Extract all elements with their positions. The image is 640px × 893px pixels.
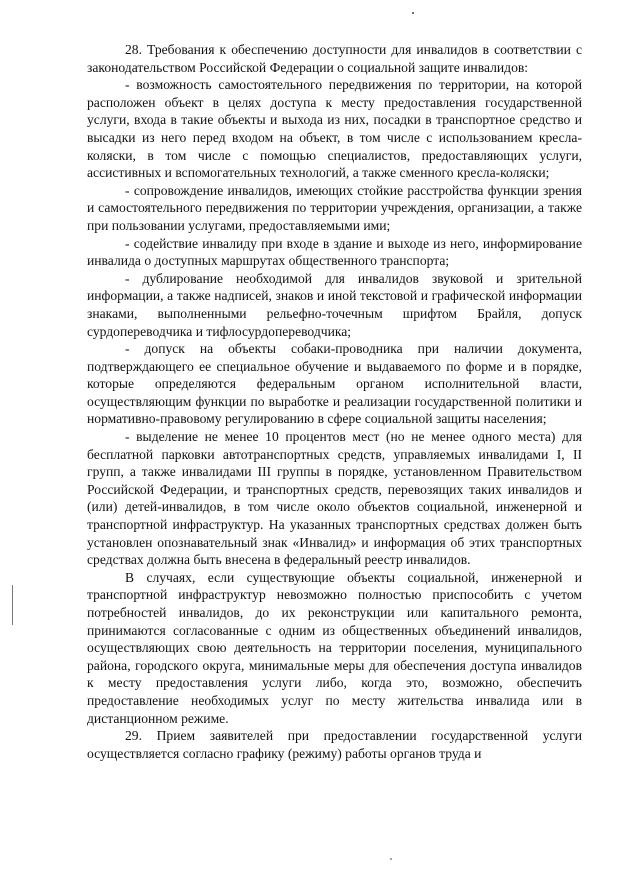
paragraph-28-intro: 28. Требования к обеспечению доступности для инвалидов в соответствии с законодательством Российской Федерации о социальной защите инвалидов: [87,42,582,75]
paragraph-entry-assistance: - содействие инвалиду при входе в здание и выходе из него, информирование инвалида о доступных маршрутах общественного транспорта; [87,235,582,269]
paragraph-29-reception: 29. Прием заявителей при предоставлении государственной услуги осуществляется согласно графику (режиму) работы органов труда и [87,728,582,761]
scan-speck [390,858,392,860]
paragraph-parking: - выделение не менее 10 процентов мест (но не менее одного места) для бесплатной парковки автотранспортных средств, управляемых инвалидами I, II групп, а также инвалидами III группы в порядке, установленном Правительством Российской Федерации, и транспортных средств, перевозящих таких инвалидов и (или) детей-инвалидов, в том числе около объектов социальной, инженерной и транспортной инфраструктур. На указанных транспортных средствах должен быть установлен опознавательный знак «Инвалид» и информация об этих транспортных средствах должна быть внесена в федеральный реестр инвалидов. [87,429,582,568]
paragraph-guide-dog: - допуск на объекты собаки-проводника при наличии документа, подтверждающего ее специальное обучение и выдаваемого по форме и в порядке, которые определяются федеральным органом исполнительной власти, осуществляющим функции по выработке и реализации государственной политики и нормативно-правовому регулированию в сфере социальной защиты населения; [87,341,582,427]
paragraph-braille-duplication: - дублирование необходимой для инвалидов звуковой и зрительной информации, а также надписей, знаков и иной текстовой и графической информации знаками, выполненными рельефно-точечным шрифтом Брайля, допуск сурдопереводчика и тифлосурдопереводчика; [87,270,582,339]
paragraph-escort: - сопровождение инвалидов, имеющих стойкие расстройства функции зрения и самостоятельного передвижения по территории учреждения, организации, а также при пользовании услугами, предоставляемыми ими; [87,182,582,233]
scan-speck [412,12,414,14]
scan-margin-mark [12,585,13,625]
paragraph-infrastructure-cases: В случаях, если существующие объекты социальной, инженерной и транспортной инфраструктур невозможно полностью приспособить с учетом потребностей инвалидов, до их реконструкции или капитального ремонта, принимаются согласованные с одним из общественных объединений инвалидов, осуществляющих свою деятельность на территории поселения, муниципального района, городского округа, минимальные меры для обеспечения доступа инвалидов к месту предоставления услуги либо, когда это, возможно, обеспечить предоставление необходимых услуг по месту жительства инвалида или в дистанционном режиме. [87,569,582,726]
document-body [87,41,582,762]
paragraph-free-movement: - возможность самостоятельного передвижения по территории, на которой расположен объект в целях доступа к месту предоставления государственной услуги, входа в такие объекты и выхода из них, посадки в транспортное средство и высадки из него перед входом на объект, в том числе с использованием кресла-коляски, в том числе с помощью специалистов, предоставляющих услуги, ассистивных и вспомогательных технологий, а также сменного кресла-коляски; [87,77,582,181]
